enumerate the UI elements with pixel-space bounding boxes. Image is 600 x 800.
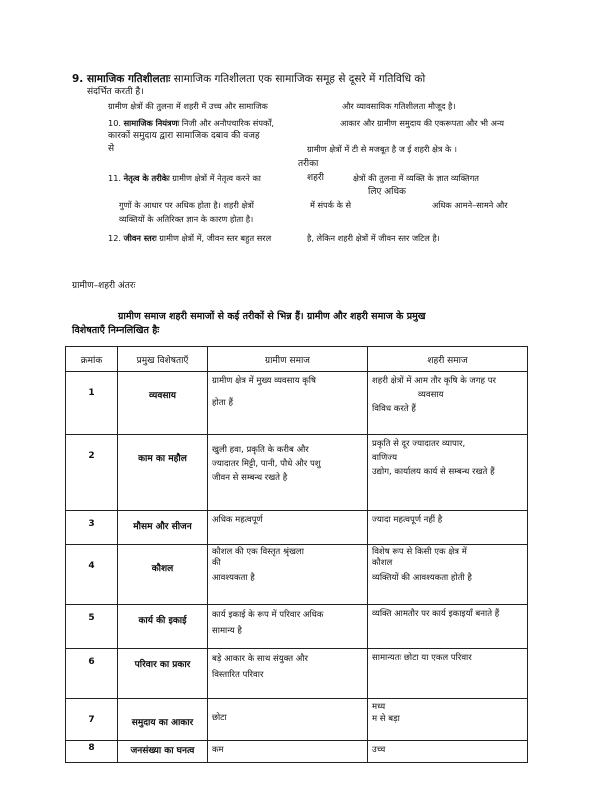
rural-cell: बड़े आकार के साथ संयुक्त और विस्तारित परिवार [208, 649, 368, 699]
point-11-right2: लिए अधिक [368, 187, 406, 197]
point-12 [108, 233, 271, 244]
row-feature: काम का महौल [118, 435, 208, 511]
comparison-table [65, 346, 528, 763]
point-label: नेतृत्व के तरीकेः [123, 173, 170, 183]
point-11-line3-right: अधिक आमने–सामने और [432, 200, 508, 210]
urban-cell: शहरी क्षेत्रों में आम तौर कृषि के जगह पर व्यवसाय विविध करते हैं [368, 372, 528, 435]
table-header-row [66, 347, 528, 372]
point-label: सामाजिक नियंत्रणः [123, 118, 180, 128]
point-10-right: आकार और ग्रामीण समुदाय की एकरूपता और भी अन्य [340, 118, 505, 128]
row-feature: कार्य की इकाई [118, 605, 208, 649]
urban-cell: ज्यादा महत्वपूर्ण नहीं है [368, 511, 528, 545]
point-9 [72, 72, 425, 86]
rural-cell: खुली हवा, प्रकृति के करीब और ज्यादातर मिट्टी, पानी, पौधे और पशु जीवन से सम्बन्ध रखते है [208, 435, 368, 511]
urban-cell: सामान्यतः छोटा या एकल परिवार [368, 649, 528, 699]
point-11-mid: शहरी [307, 173, 324, 183]
point-text: सामाजिक गतिशीलता एक सामाजिक समूह से दूसरे में गतिविधि को [170, 73, 426, 85]
rural-cell: कार्य इकाई के रूप में परिवार अधिक सामान्य है [208, 605, 368, 649]
row-feature: मौसम और सीजन [118, 511, 208, 545]
header-urban: शहरी समाज [368, 347, 528, 372]
point-11-line3-mid: में संपर्क के से [310, 200, 351, 210]
point-9-cont: संदर्भित करती है। [87, 87, 144, 97]
row-number: 3 [66, 511, 118, 545]
point-11-right: क्षेत्रों की तुलना में व्यक्ति के ज्ञात व्यक्तिगत [353, 173, 479, 183]
point-label: जीवन स्तरः [123, 233, 157, 243]
row-number: 8 [66, 741, 118, 763]
row-number: 1 [66, 372, 118, 435]
row-feature: कौशल [118, 545, 208, 605]
row-number: 6 [66, 649, 118, 699]
point-number: 12. [108, 233, 122, 243]
point-10-line3: से [108, 144, 115, 154]
point-11-line3: गुणों के आधार पर अधिक होता है। शहरी क्षेत्रों [119, 200, 254, 210]
row-number: 2 [66, 435, 118, 511]
table-row [66, 545, 528, 605]
section-heading: ग्रामीण–शहरी अंतरः [72, 281, 136, 291]
row-feature: जनसंख्या का घनत्व [118, 741, 208, 763]
point-text: निजी और अनौपचारिक संपर्कों, [179, 118, 274, 128]
point-10-line2: कारकों समुदाय द्वारा सामाजिक दबाव की वजह [108, 131, 260, 141]
table-row [66, 511, 528, 545]
urban-cell: प्रकृति से दूर ज्यादातर व्यापार, वाणिज्य उद्योग, कार्यालय कार्य से सम्बन्ध रखते हैं [368, 435, 528, 511]
rural-cell: छोटा [208, 699, 368, 741]
urban-cell: मध्य म से बड़ा [368, 699, 528, 741]
point-9-sub-right: और व्यावसायिक गतिशीलता मौजूद है। [342, 101, 456, 111]
section-intro-line2: विशेषताएँ निम्नलिखित हैः [72, 325, 160, 336]
point-number: 9. [72, 73, 84, 85]
urban-cell: उच्च [368, 741, 528, 763]
header-feature: प्रमुख विशेषताएँ [118, 347, 208, 372]
point-11 [108, 173, 261, 184]
point-number: 11. [108, 173, 122, 183]
header-serial: क्रमांक [66, 347, 118, 372]
point-12-right: है, लेकिन शहरी क्षेत्रों में जीवन स्तर जटिल है। [307, 233, 440, 243]
section-intro-line1: ग्रामीण समाज शहरी समाजों से कई तरीकों से भिन्न हैं। ग्रामीण और शहरी समाज के प्रमुख [118, 311, 426, 322]
row-number: 4 [66, 545, 118, 605]
point-text: ग्रामीण क्षेत्रों में, जीवन स्तर बहुत सरल [156, 233, 272, 243]
row-feature: व्यवसाय [118, 372, 208, 435]
urban-cell: विशेष रूप से किसी एक क्षेत्र में कौशल व्यक्तियों की आवश्यकता होती है [368, 545, 528, 605]
table-row [66, 649, 528, 699]
point-11-line4: व्यक्तियों के अतिरिक्त ज्ञान के कारण होता है। [119, 214, 254, 224]
header-rural: ग्रामीण समाज [208, 347, 368, 372]
row-number: 7 [66, 699, 118, 741]
table-row [66, 699, 528, 741]
table-row [66, 741, 528, 763]
table-row [66, 372, 528, 435]
point-number: 10. [108, 118, 122, 128]
point-label: सामाजिक गतिशीलताः [86, 73, 171, 85]
row-feature: परिवार का प्रकार [118, 649, 208, 699]
table-row [66, 435, 528, 511]
rural-cell: कम [208, 741, 368, 763]
point-10-line3-right: ग्रामीण क्षेत्रों में टी से मजबूत है ज ई शहरी क्षेत्र के । [307, 144, 458, 154]
point-text: ग्रामीण क्षेत्रों में नेतृत्व करने का [169, 173, 261, 183]
point-10 [108, 118, 274, 129]
rural-cell: कौशल की एक विस्तृत श्रृंखला की आवश्यकता है [208, 545, 368, 605]
row-feature: समुदाय का आकार [118, 699, 208, 741]
table-row [66, 605, 528, 649]
urban-cell: व्यक्ति आमतौर पर कार्य इकाइयाँ बनाते हैं [368, 605, 528, 649]
row-number: 5 [66, 605, 118, 649]
rural-cell: ग्रामीण क्षेत्र में मुख्य व्यवसाय कृषि होता हैं [208, 372, 368, 435]
point-9-sub-left: ग्रामीण क्षेत्रों की तुलना में शहरी में उच्च और सामाजिक [108, 101, 268, 111]
point-10-line4-right: तरीका [298, 159, 319, 169]
rural-cell: अधिक महत्वपूर्ण [208, 511, 368, 545]
